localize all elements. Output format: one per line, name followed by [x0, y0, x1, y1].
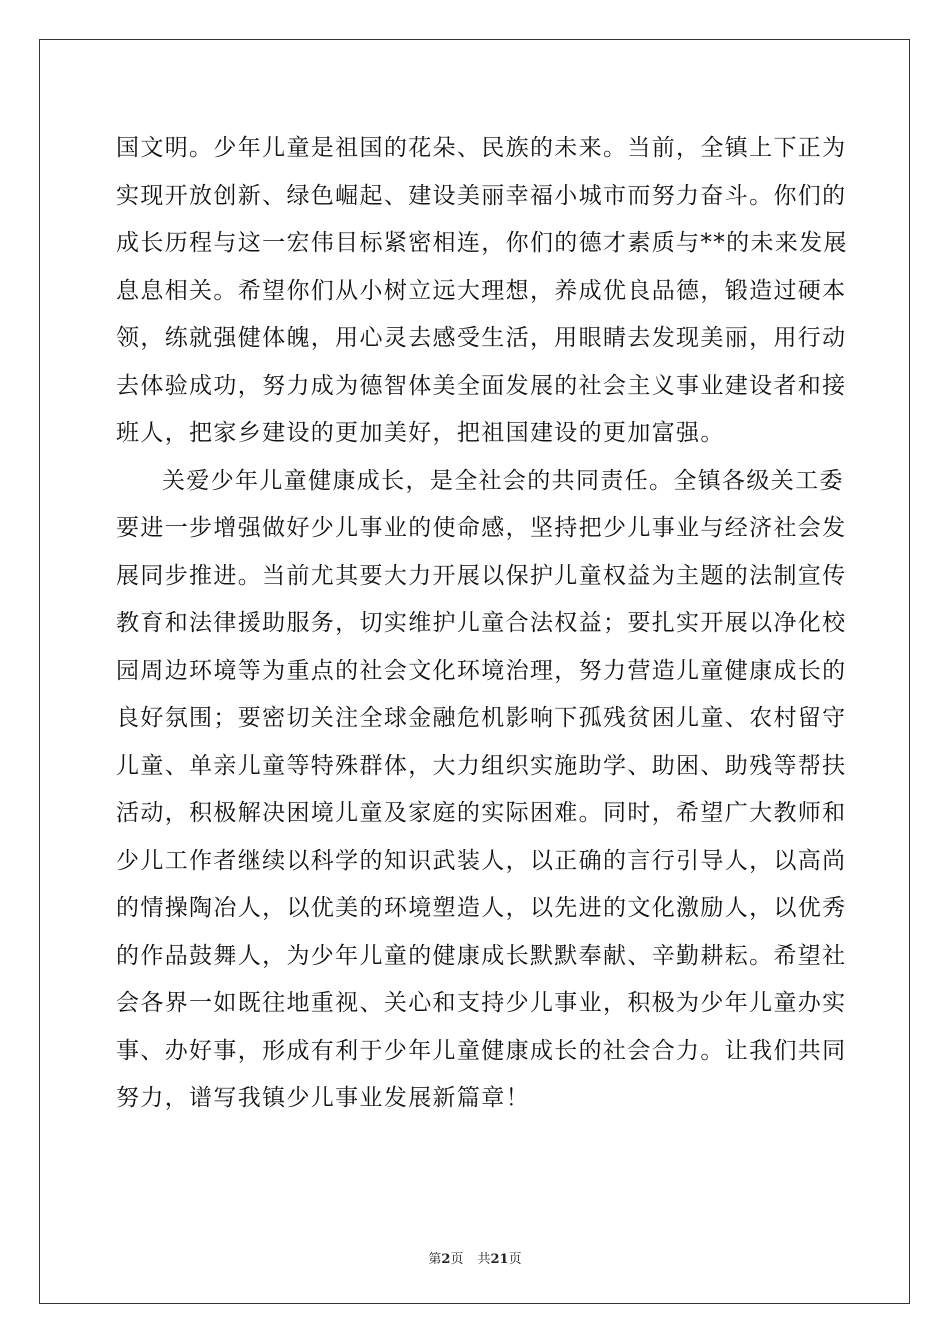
text-line: 展同步推进。当前尤其要大力开展以保护儿童权益为主题的法制宣传: [116, 562, 847, 589]
text-line: 良好氛围；要密切关注全球金融危机影响下孤残贫困儿童、农村留守: [116, 705, 847, 731]
page-current: 2: [441, 1252, 451, 1267]
text-line: 的作品鼓舞人，为少年儿童的健康成长默默奉献、辛勤耕耘。希望社: [116, 942, 847, 969]
text-line: 国文明。少年儿童是祖国的花朵、民族的未来。当前，全镇上下正为: [116, 135, 847, 161]
page-number: [428, 1252, 463, 1267]
text-line: 会各界一如既往地重视、关心和支持少儿事业，积极为少年儿童办实: [116, 990, 847, 1016]
paragraph-1: [116, 125, 848, 458]
text-line: 活动，积极解决困境儿童及家庭的实际困难。同时，希望广大教师和: [116, 800, 847, 826]
text-line: 息息相关。希望你们从小树立远大理想，养成优良品德，锻造过硬本: [116, 277, 847, 304]
text-line: 努力，谱写我镇少儿事业发展新篇章！: [116, 1085, 530, 1111]
text-line: 班人，把家乡建设的更加美好，把祖国建设的更加富强。: [116, 420, 725, 446]
page-prefix: 第: [428, 1252, 442, 1267]
page-suffix: 页: [450, 1252, 464, 1267]
text-line: 要进一步增强做好少儿事业的使命感，坚持把少儿事业与经济社会发: [116, 515, 847, 541]
text-line: 儿童、单亲儿童等特殊群体，大力组织实施助学、助困、助残等帮扶: [116, 752, 847, 779]
text-line: 教育和法律援助服务，切实维护儿童合法权益；要扎实开展以净化校: [116, 610, 847, 636]
total-suffix: 页: [508, 1252, 522, 1267]
text-line: 的情操陶冶人，以优美的环境塑造人，以先进的文化激励人，以优秀: [116, 895, 847, 921]
text-line: 关爱少年儿童健康成长，是全社会的共同责任。全镇各级关工委: [162, 467, 844, 494]
document-body: [116, 125, 848, 1123]
text-line: 成长历程与这一宏伟目标紧密相连，你们的德才素质与**的未来发展: [116, 230, 848, 256]
page-footer: [0, 1248, 950, 1267]
paragraph-2: [116, 458, 847, 1123]
total-prefix: 共: [477, 1252, 491, 1267]
text-line: 事、办好事，形成有利于少年儿童健康成长的社会合力。让我们共同: [116, 1037, 847, 1064]
total-count: 21: [490, 1252, 509, 1267]
text-line: 园周边环境等为重点的社会文化环境治理，努力营造儿童健康成长的: [116, 657, 847, 684]
text-line: 实现开放创新、绿色崛起、建设美丽幸福小城市而努力奋斗。你们的: [116, 182, 847, 209]
text-line: 领，练就强健体魄，用心灵去感受生活，用眼睛去发现美丽，用行动: [116, 325, 847, 351]
text-line: 少儿工作者继续以科学的知识武装人，以正确的言行引导人，以高尚: [116, 847, 847, 874]
text-line: 去体验成功，努力成为德智体美全面发展的社会主义事业建设者和接: [116, 372, 847, 399]
page-total: [477, 1252, 521, 1267]
